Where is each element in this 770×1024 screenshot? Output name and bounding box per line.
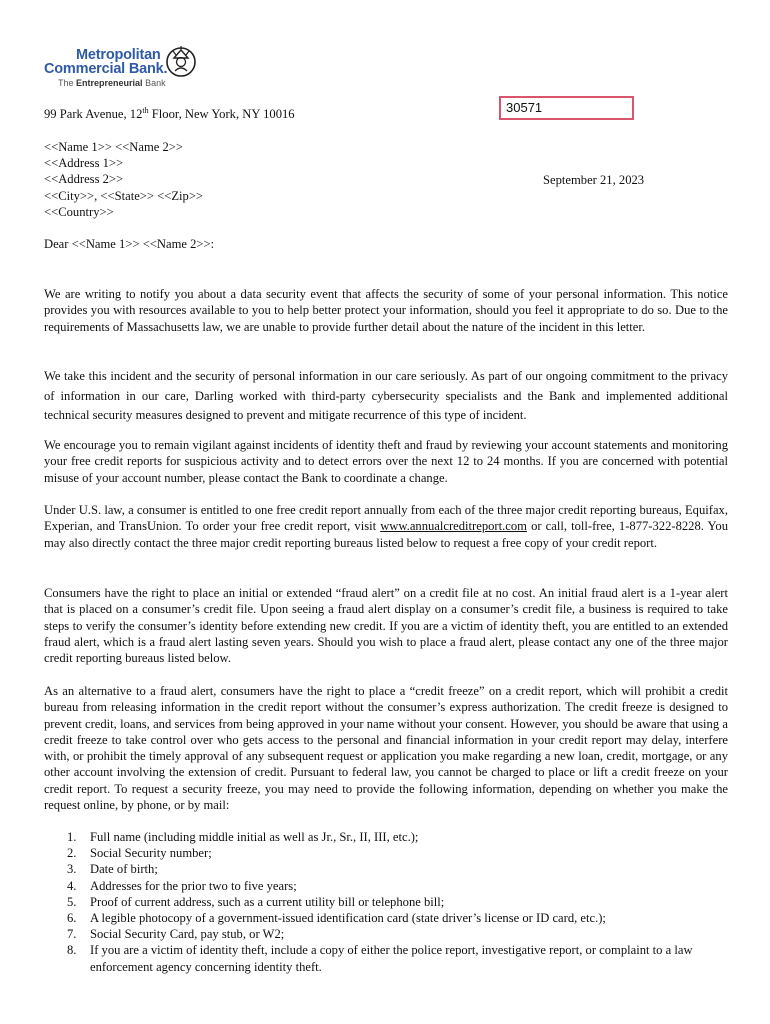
paragraph-credit-report: Under U.S. law, a consumer is entitled to one free credit report annually from each of the three major credit reporting bureaus, Equifax, Experian, and TransUnion. To order your free credit report, visit www.annualcreditreport.com or call, toll-free, 1-877-322-8228. You may also directly contact the three major credit reporting bureaus listed below to request a free copy of your credit report. (44, 503, 728, 550)
sender-address: 99 Park Avenue, 12th Floor, New York, NY 10016 (44, 105, 295, 121)
bank-name-line1: Metropolitan (76, 47, 161, 63)
paragraph-credit-freeze: As an alternative to a fraud alert, consumers have the right to place a “credit freeze” on a credit report, which will prohibit a credit bureau from releasing information in the credit report without the consumer’s express authorization. The credit freeze is designed to prevent credit, loans, and services from being approved in your name without your consent. However, you should be aware that using a credit freeze to take control over who gets access to the personal and financial information in your credit report may delay, interfere with, or prohibit the timely approval of any subsequent request or application you make regarding a new loan, credit, mortgage, or any other account involving the extension of credit. Pursuant to federal law, you cannot be charged to place or lift a credit freeze on your credit report. To request a security freeze, you may need to provide the following information, depending on whether you make the request online, by phone, or by mail: (44, 684, 728, 813)
paragraph-incident-response: We take this incident and the security of personal information in our care seriously. As part of our ongoing commitment to the privacy of information in our care, Darling worked with third-party cybersecurity specialists and the Bank and implemented additional technical security measures designed to prevent and mitigate recurrence of this type of incident. (44, 369, 728, 422)
letter-date: September 21, 2023 (543, 173, 645, 187)
salutation: Dear <<Name 1>> <<Name 2>>: (44, 237, 215, 251)
list-item: 3. Date of birth; (67, 862, 158, 877)
required-info-list (44, 829, 734, 975)
recipient-address (44, 139, 203, 220)
paragraph-fraud-alert: Consumers have the right to place an initial or extended “fraud alert” on a credit file at no cost. An initial fraud alert is a 1-year alert that is placed on a consumer’s credit file. Upon seeing a fraud alert display on a consumer’s credit file, a business is required to take steps to verify the consumer’s identity before extending new credit. If you are a victim of identity theft, you are entitled to an extended fraud alert, which is a fraud alert lasting seven years. Should you wish to place a fraud alert, please contact any one of the three major credit reporting bureaus listed below. (44, 586, 728, 666)
list-item: 6. A legible photocopy of a government-issued identification card (state driver’s license or ID card, etc.); (67, 911, 606, 926)
recipient-line: <<Name 1>> <<Name 2>> (44, 140, 183, 154)
list-item: 1. Full name (including middle initial as well as Jr., Sr., II, III, etc.); (67, 830, 419, 844)
list-item: 7. Social Security Card, pay stub, or W2; (67, 927, 285, 942)
list-item: 5. Proof of current address, such as a current utility bill or telephone bill; (67, 894, 445, 909)
bank-tagline: The Entrepreneurial Bank (58, 78, 166, 88)
statue-of-liberty-icon (164, 45, 198, 77)
list-item: 4. Addresses for the prior two to five years; (67, 878, 297, 893)
recipient-line: <<Address 2>> (44, 172, 124, 187)
list-item: 2. Social Security number; (67, 846, 212, 861)
reference-number-box (499, 96, 634, 120)
bank-logo (44, 45, 204, 91)
paragraph-notification: We are writing to notify you about a data security event that affects the security of some of your personal information. This notice provides you with resources available to you to help better protect your information, should you feel it appropriate to do so. Due to the requirements of Massachusetts law, we are unable to provide further detail about the nature of the incident in this letter. (44, 287, 728, 334)
recipient-line: <<Country>> (44, 204, 114, 219)
recipient-line: <<City>>, <<State>> <<Zip>> (44, 188, 204, 203)
list-item: 8. If you are a victim of identity theft, include a copy of either the police report, investigative report, or complaint to a law enforcement agency concerning identity theft. (67, 943, 693, 974)
reference-number: 30571 (506, 100, 543, 115)
bank-name-line2: Commercial Bank. (44, 61, 168, 77)
annualcreditreport-link[interactable]: www.annualcreditreport.com (380, 519, 527, 534)
paragraph-vigilance: We encourage you to remain vigilant against incidents of identity theft and fraud by reviewing your account statements and monitoring your free credit reports for suspicious activity and to detect errors over the next 12 to 24 months. If you are concerned with potential misuse of your account number, please contact the Bank to coordinate a change. (44, 438, 728, 485)
recipient-line: <<Address 1>> (44, 156, 124, 171)
